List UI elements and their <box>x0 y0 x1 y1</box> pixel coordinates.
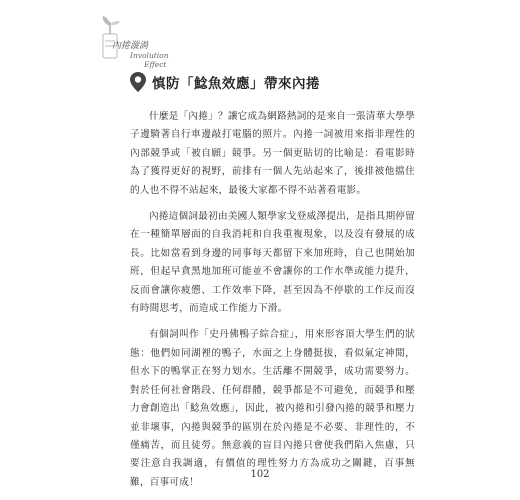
chapter-english-title-line2: Effect <box>144 60 167 69</box>
body-text <box>130 108 415 500</box>
chapter-chinese-title: 內捲漩渦 <box>112 41 149 51</box>
chapter-english-title-line1: Involution <box>130 51 169 60</box>
section-title: 慎防「鯰魚效應」帶來內捲 <box>152 76 320 92</box>
paragraph: 有個詞叫作「史丹佛鴨子綜合症」，用來形容頂大學生們的狀態：他們如同湖裡的鴨子，水面之上身體挺拔，看似氣定神閒，但水下的鴨掌正在努力划水。生活離不開競爭，成功需要努力。對於任何社會階段、任何群體，競爭都是不可避免，而競爭和壓力會創造出「鯰魚效應」，因此，被內捲和引發內捲的競爭和壓力並非壞事，內捲與競爭的區別在於內捲是不必要、非理性的，不僅痛苦，而且徒勞。無意義的盲目內捲只會使我們陷入焦慮，只要注意自我調適，有價值的理性努力方為成功之關鍵，百事無難，百事可成！ <box>130 329 415 488</box>
plant-sprout-icon <box>100 14 122 60</box>
section-heading <box>130 72 320 92</box>
page-number: 102 <box>250 469 270 480</box>
paragraph: 內捲這個詞最初由美國人類學家戈登威澤提出，是指具期停留在一種簡單層面的自我消耗和自我重複現象，以及沒有發展的成長。比如當看到身邊的同事每天都留下來加班時，自己也開始加班，但起早貪黑地加班可能並不會讓你的工作水準或能力提升，反而會讓你疲憊、工作效率下降，甚至因為不停歇的工作反而沒有時間思考，而造成工作能力下滑。 <box>130 211 415 315</box>
chapter-header <box>100 14 190 70</box>
location-pin-icon <box>130 72 146 92</box>
paragraph: 什麼是「內捲」？讓它成為網路熱詞的是來自一張清華大學學子邊騎著自行車邊敲打電腦的照片。內捲一詞被用來指非理性的內部競爭或「被自願」競爭。另一個更貼切的比喻是：看電影時為了獲得更好的視野，前排有一個人先站起來了，後排被他擋住的人也不得不站起來，最後大家都不得不站著看電影。 <box>130 111 415 196</box>
